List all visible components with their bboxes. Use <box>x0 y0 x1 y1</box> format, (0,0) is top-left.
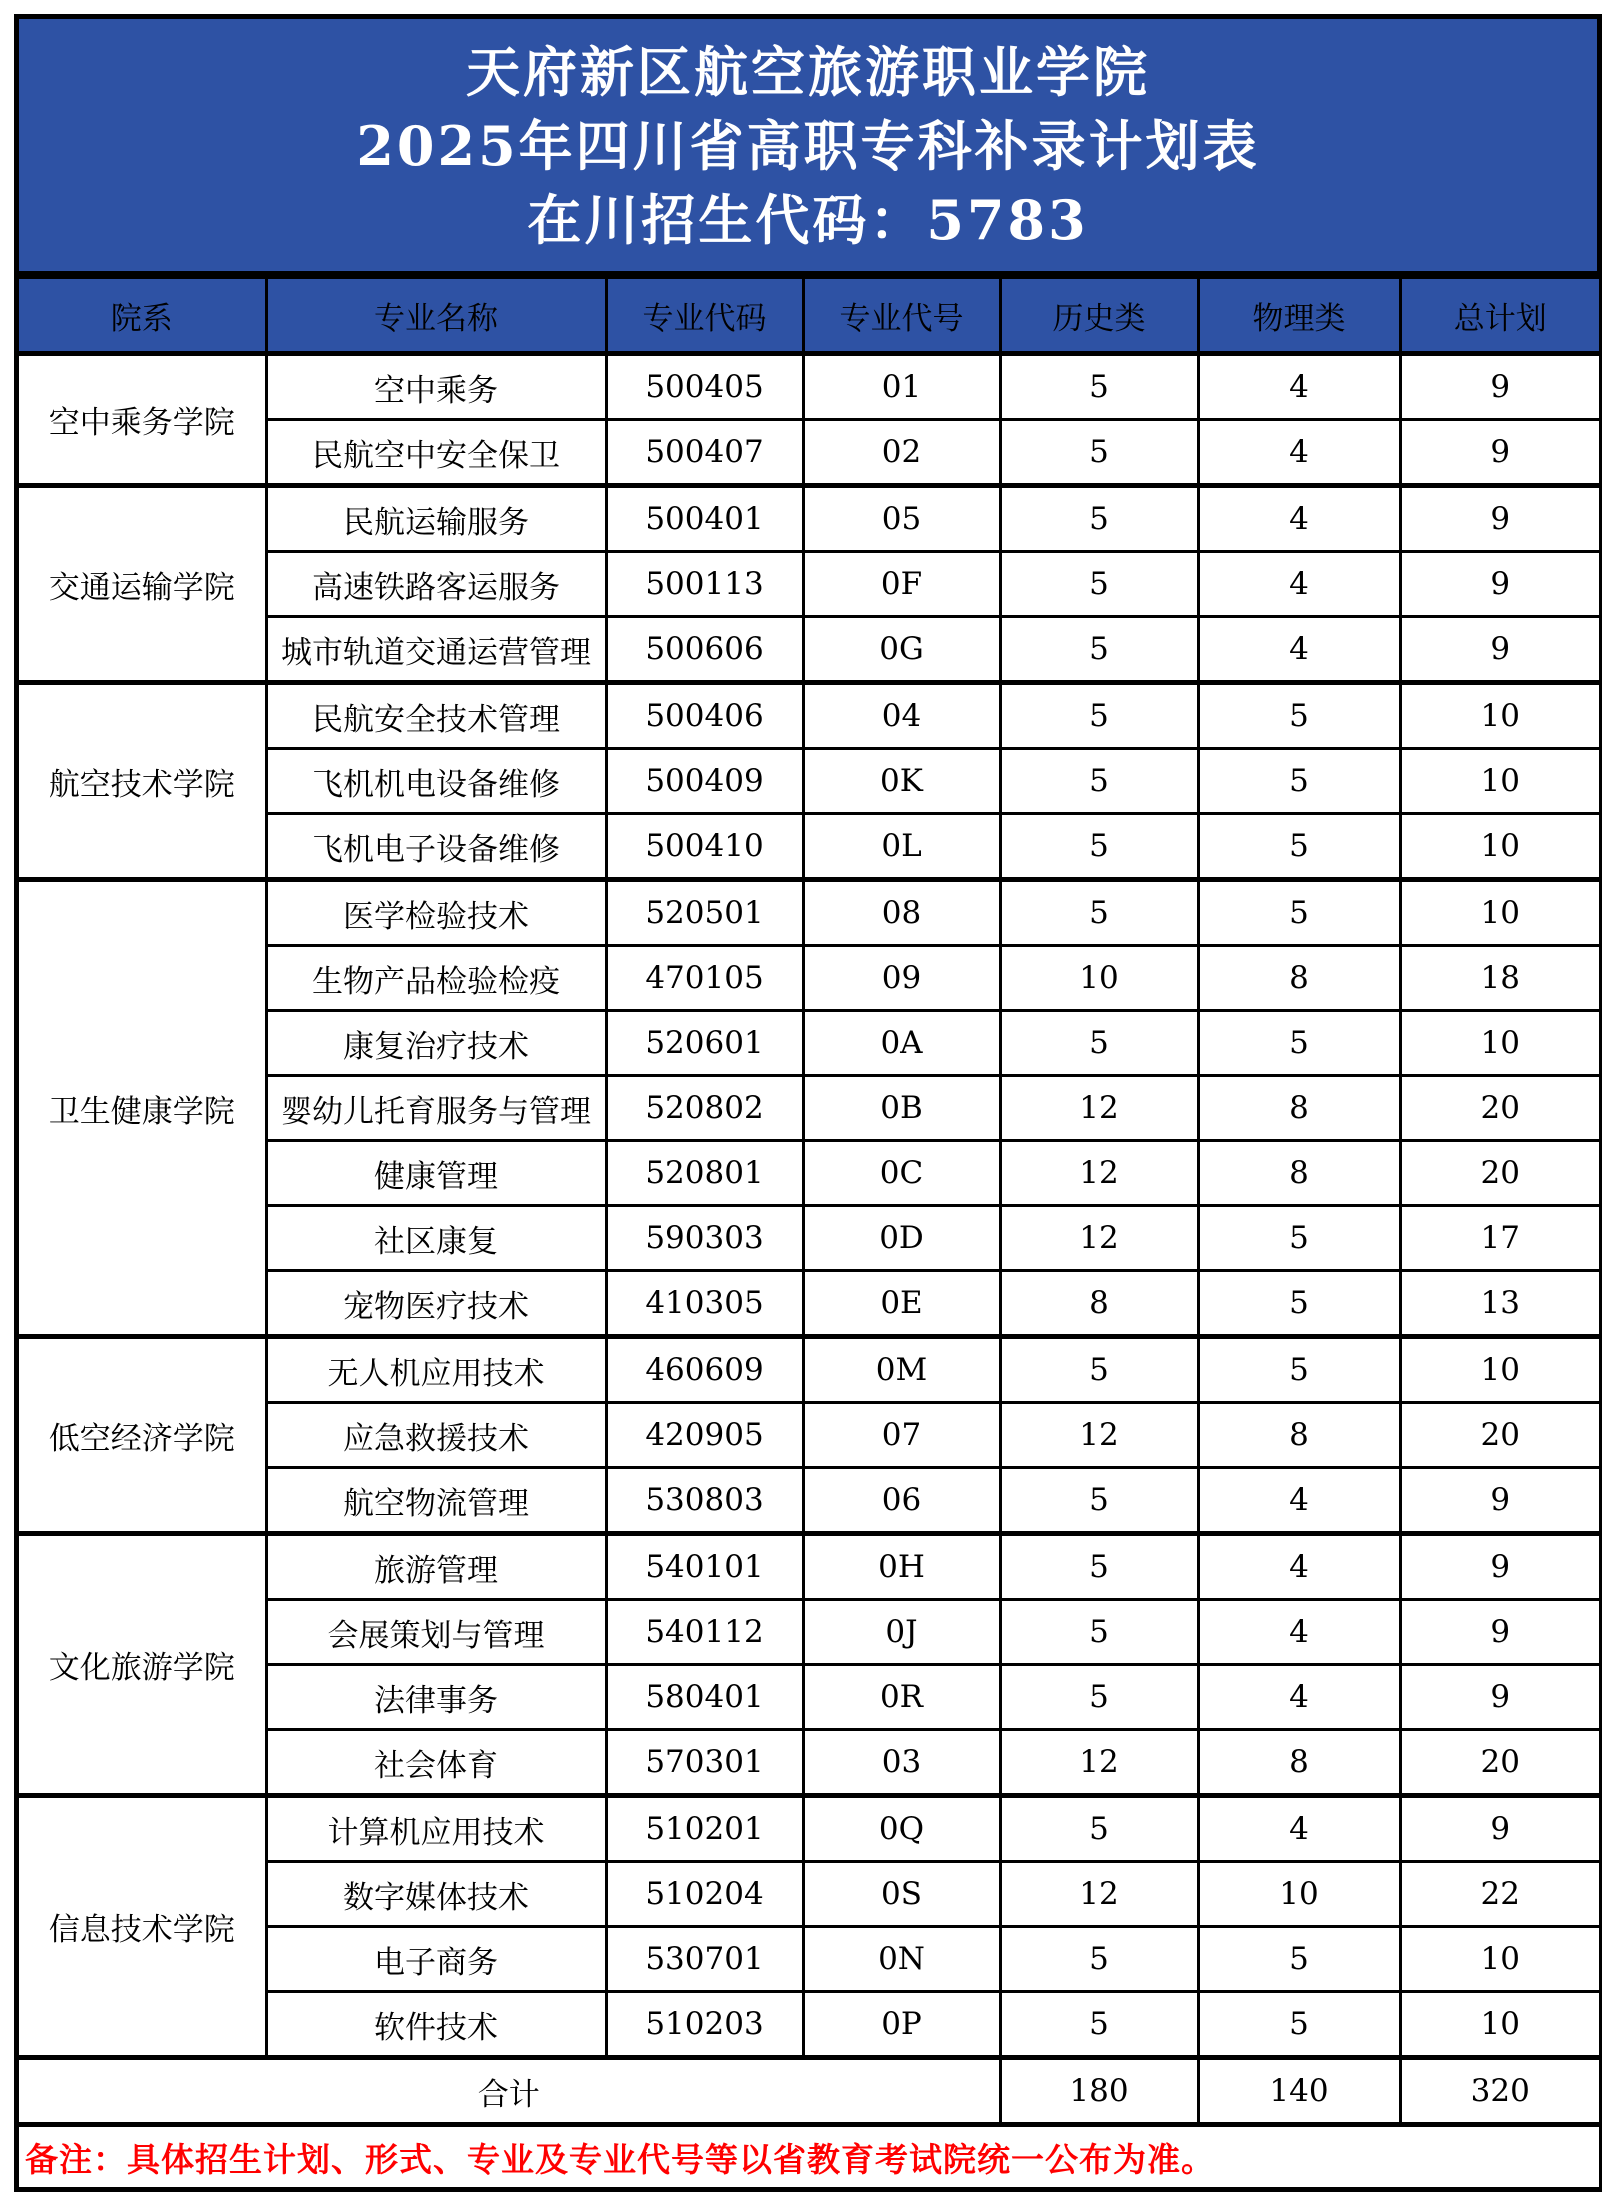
major-code-cell: 540101 <box>606 1534 803 1600</box>
physics-count-cell: 8 <box>1198 1141 1400 1206</box>
major-code-cell: 520802 <box>606 1076 803 1141</box>
major-code-cell: 580401 <box>606 1665 803 1730</box>
history-count-cell: 12 <box>1000 1730 1198 1796</box>
column-header: 历史类 <box>1000 278 1198 354</box>
department-cell: 文化旅游学院 <box>19 1534 266 1796</box>
column-header: 专业名称 <box>266 278 606 354</box>
physics-count-cell: 4 <box>1198 1534 1400 1600</box>
major-row <box>19 486 1599 552</box>
total-count-cell: 10 <box>1400 749 1599 814</box>
table-header <box>19 278 1599 354</box>
major-id-cell: 0N <box>803 1927 1000 1992</box>
major-name-cell: 飞机电子设备维修 <box>266 814 606 880</box>
major-id-cell: 0G <box>803 617 1000 683</box>
table-body <box>19 354 1599 2188</box>
major-id-cell: 08 <box>803 880 1000 946</box>
major-id-cell: 0M <box>803 1337 1000 1403</box>
major-code-cell: 520801 <box>606 1141 803 1206</box>
total-count-cell: 10 <box>1400 814 1599 880</box>
major-id-cell: 05 <box>803 486 1000 552</box>
major-name-cell: 空中乘务 <box>266 354 606 420</box>
major-id-cell: 0S <box>803 1862 1000 1927</box>
major-code-cell: 500405 <box>606 354 803 420</box>
history-count-cell: 5 <box>1000 1665 1198 1730</box>
physics-count-cell: 4 <box>1198 1796 1400 1862</box>
history-count-cell: 12 <box>1000 1403 1198 1468</box>
total-count-cell: 10 <box>1400 880 1599 946</box>
department-cell: 交通运输学院 <box>19 486 266 683</box>
major-row <box>19 683 1599 749</box>
physics-count-cell: 4 <box>1198 1468 1400 1534</box>
column-header: 专业代号 <box>803 278 1000 354</box>
major-id-cell: 09 <box>803 946 1000 1011</box>
department-cell: 信息技术学院 <box>19 1796 266 2058</box>
physics-count-cell: 4 <box>1198 1665 1400 1730</box>
total-row <box>19 2058 1599 2125</box>
major-name-cell: 电子商务 <box>266 1927 606 1992</box>
total-count-cell: 10 <box>1400 1337 1599 1403</box>
physics-count-cell: 4 <box>1198 486 1400 552</box>
major-name-cell: 会展策划与管理 <box>266 1600 606 1665</box>
total-count-cell: 10 <box>1400 1992 1599 2058</box>
plan-table-title: 2025年四川省高职专科补录计划表 <box>356 114 1260 178</box>
total-label-cell: 合计 <box>19 2058 1000 2125</box>
major-name-cell: 民航空中安全保卫 <box>266 420 606 486</box>
major-name-cell: 宠物医疗技术 <box>266 1271 606 1337</box>
history-count-cell: 8 <box>1000 1271 1198 1337</box>
history-count-cell: 5 <box>1000 354 1198 420</box>
major-id-cell: 0Q <box>803 1796 1000 1862</box>
major-row <box>19 1796 1599 1862</box>
major-name-cell: 航空物流管理 <box>266 1468 606 1534</box>
department-cell: 空中乘务学院 <box>19 354 266 486</box>
history-count-cell: 5 <box>1000 1992 1198 2058</box>
header-row <box>19 278 1599 354</box>
total-count-cell: 9 <box>1400 1796 1599 1862</box>
total-count-cell: 9 <box>1400 354 1599 420</box>
major-code-cell: 470105 <box>606 946 803 1011</box>
major-name-cell: 计算机应用技术 <box>266 1796 606 1862</box>
physics-count-cell: 5 <box>1198 1927 1400 1992</box>
physics-count-cell: 5 <box>1198 683 1400 749</box>
major-code-cell: 590303 <box>606 1206 803 1271</box>
major-id-cell: 0F <box>803 552 1000 617</box>
major-code-cell: 520501 <box>606 880 803 946</box>
physics-count-cell: 4 <box>1198 420 1400 486</box>
history-count-cell: 5 <box>1000 880 1198 946</box>
major-name-cell: 软件技术 <box>266 1992 606 2058</box>
major-name-cell: 城市轨道交通运营管理 <box>266 617 606 683</box>
major-row <box>19 1534 1599 1600</box>
major-code-cell: 410305 <box>606 1271 803 1337</box>
total-count-cell: 20 <box>1400 1730 1599 1796</box>
department-cell: 低空经济学院 <box>19 1337 266 1534</box>
major-code-cell: 530803 <box>606 1468 803 1534</box>
major-code-cell: 510201 <box>606 1796 803 1862</box>
major-name-cell: 康复治疗技术 <box>266 1011 606 1076</box>
major-code-cell: 570301 <box>606 1730 803 1796</box>
admission-code: 在川招生代码：5783 <box>527 188 1089 252</box>
major-name-cell: 旅游管理 <box>266 1534 606 1600</box>
major-row <box>19 1337 1599 1403</box>
major-code-cell: 500407 <box>606 420 803 486</box>
total-count-cell: 9 <box>1400 420 1599 486</box>
history-count-cell: 12 <box>1000 1141 1198 1206</box>
history-count-cell: 5 <box>1000 1468 1198 1534</box>
major-id-cell: 0H <box>803 1534 1000 1600</box>
physics-count-cell: 5 <box>1198 1992 1400 2058</box>
physics-count-cell: 8 <box>1198 946 1400 1011</box>
title-block <box>19 19 1597 276</box>
physics-count-cell: 10 <box>1198 1862 1400 1927</box>
history-count-cell: 5 <box>1000 1011 1198 1076</box>
physics-count-cell: 4 <box>1198 617 1400 683</box>
major-id-cell: 0K <box>803 749 1000 814</box>
physics-count-cell: 5 <box>1198 749 1400 814</box>
major-code-cell: 500113 <box>606 552 803 617</box>
major-code-cell: 500401 <box>606 486 803 552</box>
major-code-cell: 460609 <box>606 1337 803 1403</box>
total-count-cell: 18 <box>1400 946 1599 1011</box>
total-count-cell: 10 <box>1400 1927 1599 1992</box>
history-count-cell: 5 <box>1000 1534 1198 1600</box>
major-id-cell: 0R <box>803 1665 1000 1730</box>
physics-count-cell: 5 <box>1198 814 1400 880</box>
total-count-cell: 9 <box>1400 486 1599 552</box>
total-count-cell: 22 <box>1400 1862 1599 1927</box>
total-count-cell: 20 <box>1400 1141 1599 1206</box>
physics-count-cell: 5 <box>1198 1271 1400 1337</box>
physics-count-cell: 4 <box>1198 1600 1400 1665</box>
total-count-cell: 9 <box>1400 617 1599 683</box>
major-name-cell: 无人机应用技术 <box>266 1337 606 1403</box>
history-count-cell: 5 <box>1000 683 1198 749</box>
note-cell: 备注：具体招生计划、形式、专业及专业代号等以省教育考试院统一公布为准。 <box>19 2125 1599 2188</box>
enrollment-plan-table <box>19 276 1599 2187</box>
history-count-cell: 5 <box>1000 1600 1198 1665</box>
major-name-cell: 民航运输服务 <box>266 486 606 552</box>
history-count-cell: 10 <box>1000 946 1198 1011</box>
major-name-cell: 数字媒体技术 <box>266 1862 606 1927</box>
column-header: 院系 <box>19 278 266 354</box>
history-count-cell: 12 <box>1000 1206 1198 1271</box>
major-name-cell: 飞机机电设备维修 <box>266 749 606 814</box>
major-id-cell: 0A <box>803 1011 1000 1076</box>
total-count-cell: 9 <box>1400 552 1599 617</box>
major-code-cell: 510204 <box>606 1862 803 1927</box>
major-name-cell: 高速铁路客运服务 <box>266 552 606 617</box>
major-name-cell: 法律事务 <box>266 1665 606 1730</box>
total-count-cell: 9 <box>1400 1600 1599 1665</box>
major-row <box>19 354 1599 420</box>
major-code-cell: 500410 <box>606 814 803 880</box>
history-count-cell: 5 <box>1000 617 1198 683</box>
physics-count-cell: 8 <box>1198 1403 1400 1468</box>
major-code-cell: 520601 <box>606 1011 803 1076</box>
major-name-cell: 应急救援技术 <box>266 1403 606 1468</box>
total-count-cell: 9 <box>1400 1468 1599 1534</box>
history-count-cell: 12 <box>1000 1076 1198 1141</box>
major-code-cell: 500406 <box>606 683 803 749</box>
physics-count-cell: 8 <box>1198 1730 1400 1796</box>
school-name: 天府新区航空旅游职业学院 <box>466 40 1150 104</box>
major-code-cell: 420905 <box>606 1403 803 1468</box>
total-count-cell: 17 <box>1400 1206 1599 1271</box>
total-physics-cell: 140 <box>1198 2058 1400 2125</box>
major-id-cell: 0C <box>803 1141 1000 1206</box>
total-count-cell: 13 <box>1400 1271 1599 1337</box>
major-id-cell: 0E <box>803 1271 1000 1337</box>
department-cell: 航空技术学院 <box>19 683 266 880</box>
major-code-cell: 500409 <box>606 749 803 814</box>
total-count-cell: 20 <box>1400 1076 1599 1141</box>
major-id-cell: 0B <box>803 1076 1000 1141</box>
physics-count-cell: 4 <box>1198 354 1400 420</box>
grand-total-cell: 320 <box>1400 2058 1599 2125</box>
physics-count-cell: 5 <box>1198 1206 1400 1271</box>
major-code-cell: 510203 <box>606 1992 803 2058</box>
physics-count-cell: 5 <box>1198 880 1400 946</box>
physics-count-cell: 8 <box>1198 1076 1400 1141</box>
major-id-cell: 04 <box>803 683 1000 749</box>
major-name-cell: 民航安全技术管理 <box>266 683 606 749</box>
history-count-cell: 5 <box>1000 1796 1198 1862</box>
major-id-cell: 0P <box>803 1992 1000 2058</box>
major-id-cell: 01 <box>803 354 1000 420</box>
major-row <box>19 880 1599 946</box>
major-id-cell: 0L <box>803 814 1000 880</box>
major-name-cell: 健康管理 <box>266 1141 606 1206</box>
major-name-cell: 医学检验技术 <box>266 880 606 946</box>
major-id-cell: 07 <box>803 1403 1000 1468</box>
major-id-cell: 03 <box>803 1730 1000 1796</box>
major-name-cell: 生物产品检验检疫 <box>266 946 606 1011</box>
department-cell: 卫生健康学院 <box>19 880 266 1337</box>
major-code-cell: 500606 <box>606 617 803 683</box>
column-header: 总计划 <box>1400 278 1599 354</box>
major-id-cell: 06 <box>803 1468 1000 1534</box>
major-id-cell: 0D <box>803 1206 1000 1271</box>
history-count-cell: 5 <box>1000 1337 1198 1403</box>
history-count-cell: 5 <box>1000 814 1198 880</box>
history-count-cell: 5 <box>1000 749 1198 814</box>
total-count-cell: 9 <box>1400 1534 1599 1600</box>
history-count-cell: 12 <box>1000 1862 1198 1927</box>
physics-count-cell: 5 <box>1198 1337 1400 1403</box>
history-count-cell: 5 <box>1000 1927 1198 1992</box>
history-count-cell: 5 <box>1000 420 1198 486</box>
column-header: 物理类 <box>1198 278 1400 354</box>
major-id-cell: 02 <box>803 420 1000 486</box>
total-count-cell: 20 <box>1400 1403 1599 1468</box>
column-header: 专业代码 <box>606 278 803 354</box>
total-count-cell: 10 <box>1400 1011 1599 1076</box>
major-name-cell: 婴幼儿托育服务与管理 <box>266 1076 606 1141</box>
major-name-cell: 社会体育 <box>266 1730 606 1796</box>
major-code-cell: 530701 <box>606 1927 803 1992</box>
physics-count-cell: 5 <box>1198 1011 1400 1076</box>
history-count-cell: 5 <box>1000 552 1198 617</box>
history-count-cell: 5 <box>1000 486 1198 552</box>
major-code-cell: 540112 <box>606 1600 803 1665</box>
total-count-cell: 9 <box>1400 1665 1599 1730</box>
physics-count-cell: 4 <box>1198 552 1400 617</box>
major-name-cell: 社区康复 <box>266 1206 606 1271</box>
total-count-cell: 10 <box>1400 683 1599 749</box>
major-id-cell: 0J <box>803 1600 1000 1665</box>
recruitment-plan-sheet <box>14 14 1602 2192</box>
total-history-cell: 180 <box>1000 2058 1198 2125</box>
